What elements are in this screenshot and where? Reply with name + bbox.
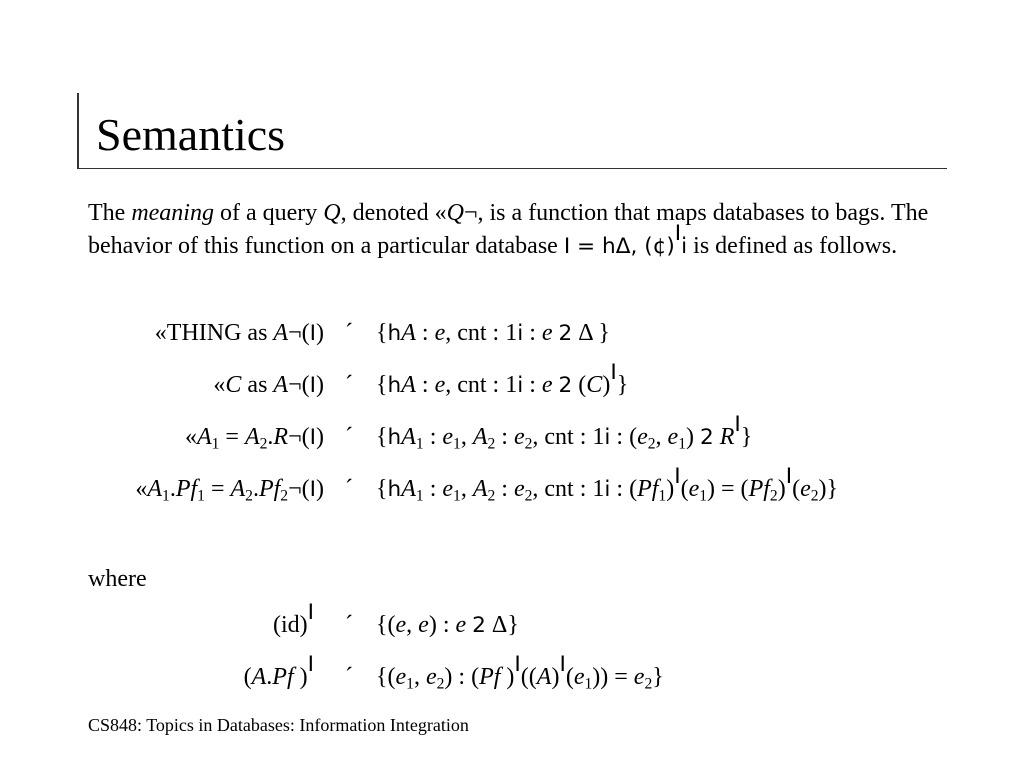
title-horizontal-rule	[77, 168, 947, 169]
rule-concept-rhs: {hA : e, cnt : 1i : e 2 $(C)^I$}	[376, 360, 629, 398]
equiv-symbol: ´	[345, 320, 353, 346]
rule-path-join-lhs: «$A_1$ = $A_2.R\neg(I)$	[184, 424, 324, 453]
slide-title: Semantics	[96, 109, 286, 160]
rule-id-rhs: {(e, e) : e 2 Δ}	[376, 612, 519, 638]
slide-footer: CS848: Topics in Databases: Information Integration	[88, 715, 469, 735]
equiv-symbol: ´	[345, 372, 353, 398]
rule-thing-rhs: {hA : e, cnt : 1i : e 2 Δ }	[376, 320, 610, 346]
rule-path-join-rhs: {$hA_1$ : $e_1$, $A_2$ : $e_2$, cnt : 1i : ($e_2$, $e_1$) 2 $R^I$}	[376, 412, 753, 453]
rule-attr-pf-lhs: (A.Pf )$^I$	[243, 652, 314, 690]
equiv-symbol: ´	[345, 612, 353, 638]
rule-path-func-rhs: {$hA_1$ : $e_1$, $A_2$ : $e_2$, cnt : 1i : $(Pf_1)^I(e_1) = (Pf_2)^I(e_2)$}	[376, 464, 839, 505]
equiv-symbol: ´	[345, 424, 353, 450]
intro-paragraph: The meaning of a query Q, denoted «Q¬, is a function that maps databases to bags. The behavior of this function on a particular database I = hΔ, (¢)$^I$i is defined as follows.	[88, 200, 929, 259]
rule-path-func-lhs: «$A_1.Pf_1$ = $A_2.Pf_2\neg(I)$	[135, 476, 324, 505]
equiv-symbol: ´	[345, 664, 353, 690]
rule-thing-lhs: «THING as A¬(I)	[154, 320, 324, 346]
equiv-symbol: ´	[345, 476, 353, 502]
rule-concept-lhs: «C as A¬(I)	[213, 372, 324, 398]
rule-id-lhs: (id)$^I$	[272, 600, 314, 638]
title-vertical-rule	[77, 93, 79, 169]
where-label: where	[88, 566, 147, 592]
rule-attr-pf-rhs: {($e_1$, $e_2$) : (Pf )$^I((A)^I(e_1)) = e_2$}	[376, 652, 664, 693]
